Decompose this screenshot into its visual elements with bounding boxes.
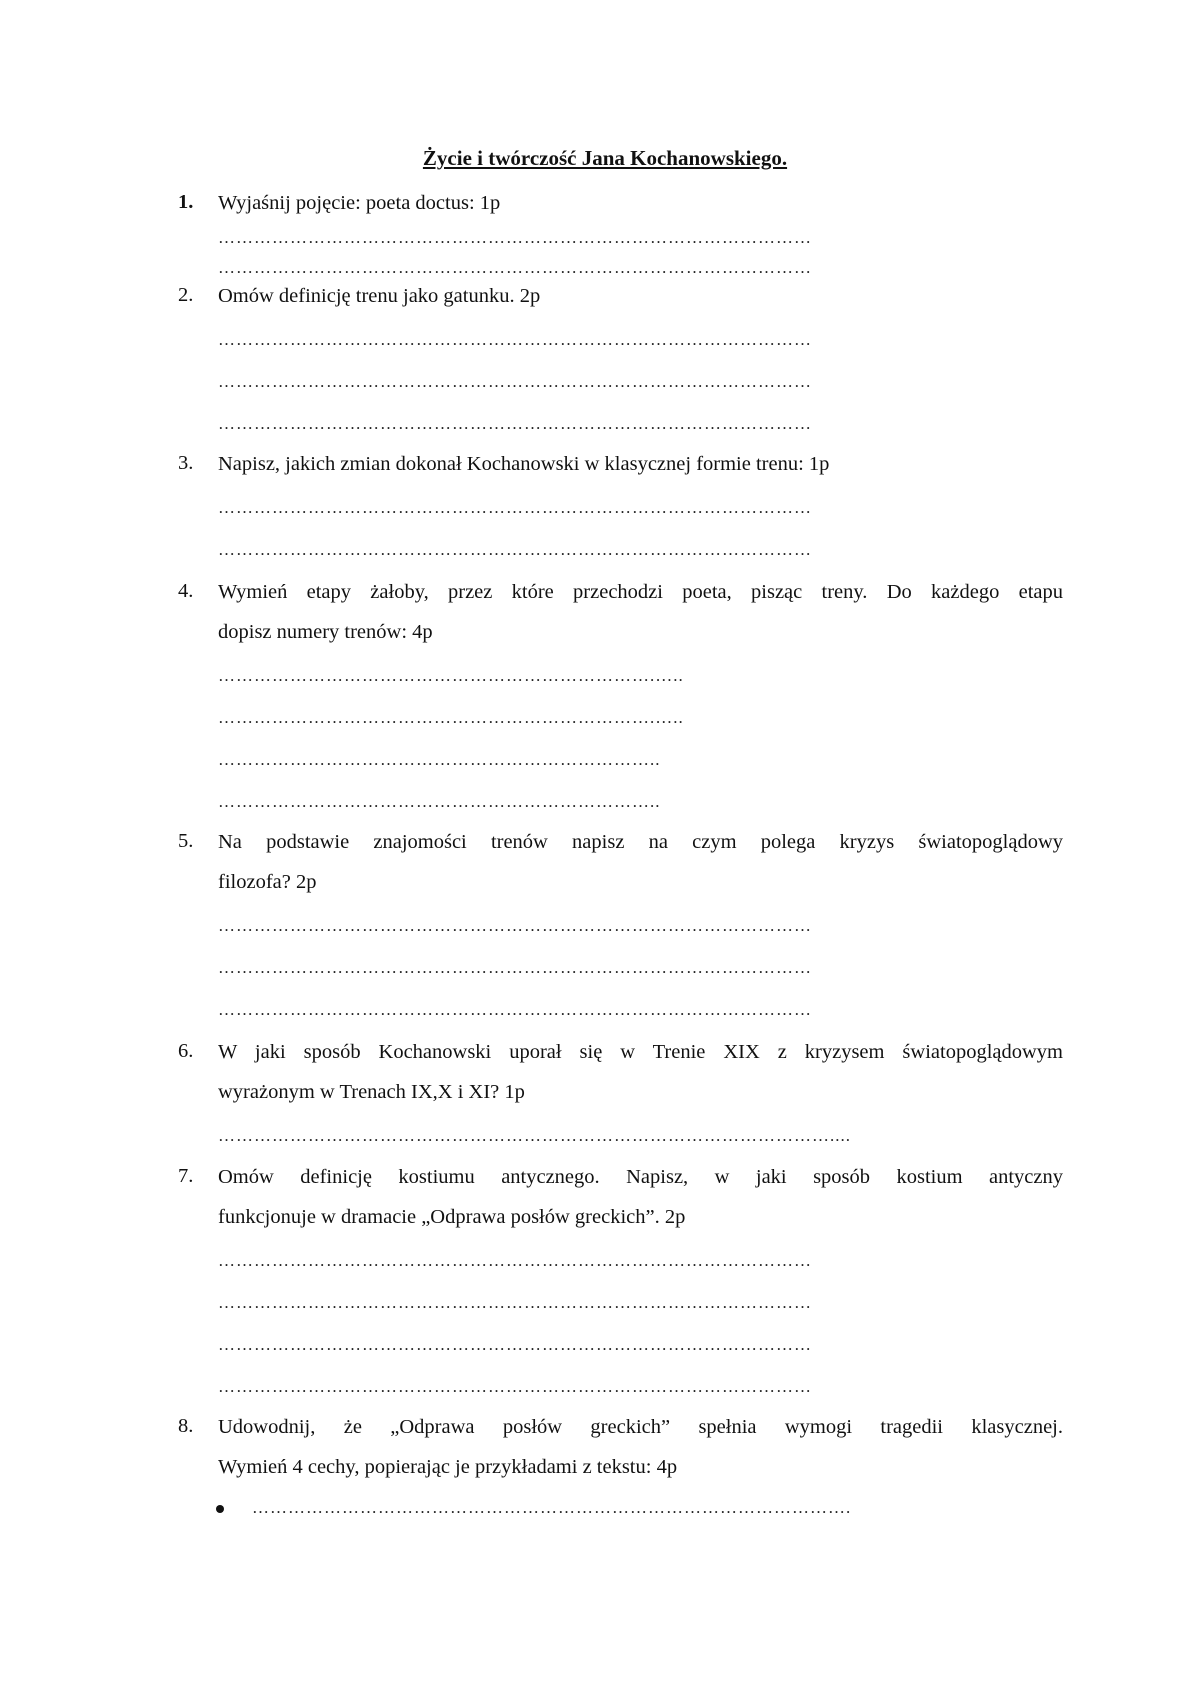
question-text: Wymień etapy żałoby, przez które przechodzi poeta, pisząc treny. Do każdego etapu: [218, 581, 1063, 603]
question-text: Napisz, jakich zmian dokonał Kochanowski w klasycznej formie trenu: 1p: [218, 453, 830, 475]
question-number: 5.: [178, 830, 194, 852]
answer-line[interactable]: ………………………………………………………………………………………: [218, 228, 812, 247]
answer-line[interactable]: ………………………………………………………………………………………: [218, 372, 812, 391]
question-number: 1.: [178, 191, 194, 213]
question-text: Omów definicję kostiumu antycznego. Napisz, w jaki sposób kostium antyczny: [218, 1166, 1063, 1188]
answer-line[interactable]: ………………………………………………………………………………………: [218, 258, 812, 277]
answer-line[interactable]: ………………………………………………………………………………………: [218, 1335, 812, 1354]
answer-line[interactable]: ……………………………………………………………….…..: [218, 666, 684, 685]
question-number: 8.: [178, 1415, 194, 1437]
question-number: 3.: [178, 452, 194, 474]
bullet-icon: [216, 1505, 224, 1513]
answer-line[interactable]: ………………………………………………………………………………………: [218, 1377, 812, 1396]
question-text: wyrażonym w Trenach IX,X i XI? 1p: [218, 1081, 525, 1103]
answer-line[interactable]: ………………………………………………………………………………………: [218, 330, 812, 349]
question-text: funkcjonuje w dramacie „Odprawa posłów greckich”. 2p: [218, 1206, 686, 1228]
question-number: 2.: [178, 284, 194, 306]
question-text: Omów definicję trenu jako gatunku. 2p: [218, 285, 541, 307]
question-text: Wymień 4 cechy, popierając je przykładami z tekstu: 4p: [218, 1456, 678, 1478]
question-text: Udowodnij, że „Odprawa posłów greckich” spełnia wymogi tragedii klasycznej.: [218, 1416, 1063, 1438]
answer-line[interactable]: ………………………………………………………………………………………: [218, 414, 812, 433]
answer-line[interactable]: ……………………………………………………………………………………….: [252, 1498, 852, 1517]
answer-line[interactable]: ………………………………………………………………………………………: [218, 1251, 812, 1270]
question-number: 4.: [178, 580, 194, 602]
question-text: filozofa? 2p: [218, 871, 317, 893]
answer-line[interactable]: ……………………………………………………………….…..: [218, 708, 684, 727]
answer-line[interactable]: ………………………………………………………………………………………: [218, 1293, 812, 1312]
answer-line[interactable]: ………………………………………………………………..: [218, 750, 661, 769]
answer-line[interactable]: ………………………………………………………………………………………: [218, 540, 812, 559]
question-number: 7.: [178, 1165, 194, 1187]
answer-line[interactable]: …………………………………………………………………………………………....: [218, 1126, 851, 1145]
question-number: 6.: [178, 1040, 194, 1062]
question-text: dopisz numery trenów: 4p: [218, 621, 433, 643]
answer-line[interactable]: ………………………………………………………………………………………: [218, 916, 812, 935]
answer-line[interactable]: ………………………………………………………………………………………: [218, 958, 812, 977]
question-text: Wyjaśnij pojęcie: poeta doctus: 1p: [218, 192, 501, 214]
answer-line[interactable]: ………………………………………………………………..: [218, 792, 661, 811]
answer-line[interactable]: ………………………………………………………………………………………: [218, 498, 812, 517]
answer-line[interactable]: ………………………………………………………………………………………: [218, 1000, 812, 1019]
question-text: W jaki sposób Kochanowski uporał się w Trenie XIX z kryzysem światopoglądowym: [218, 1041, 1063, 1063]
question-text: Na podstawie znajomości trenów napisz na czym polega kryzys światopoglądowy: [218, 831, 1063, 853]
page-title: Życie i twórczość Jana Kochanowskiego.: [422, 146, 788, 170]
